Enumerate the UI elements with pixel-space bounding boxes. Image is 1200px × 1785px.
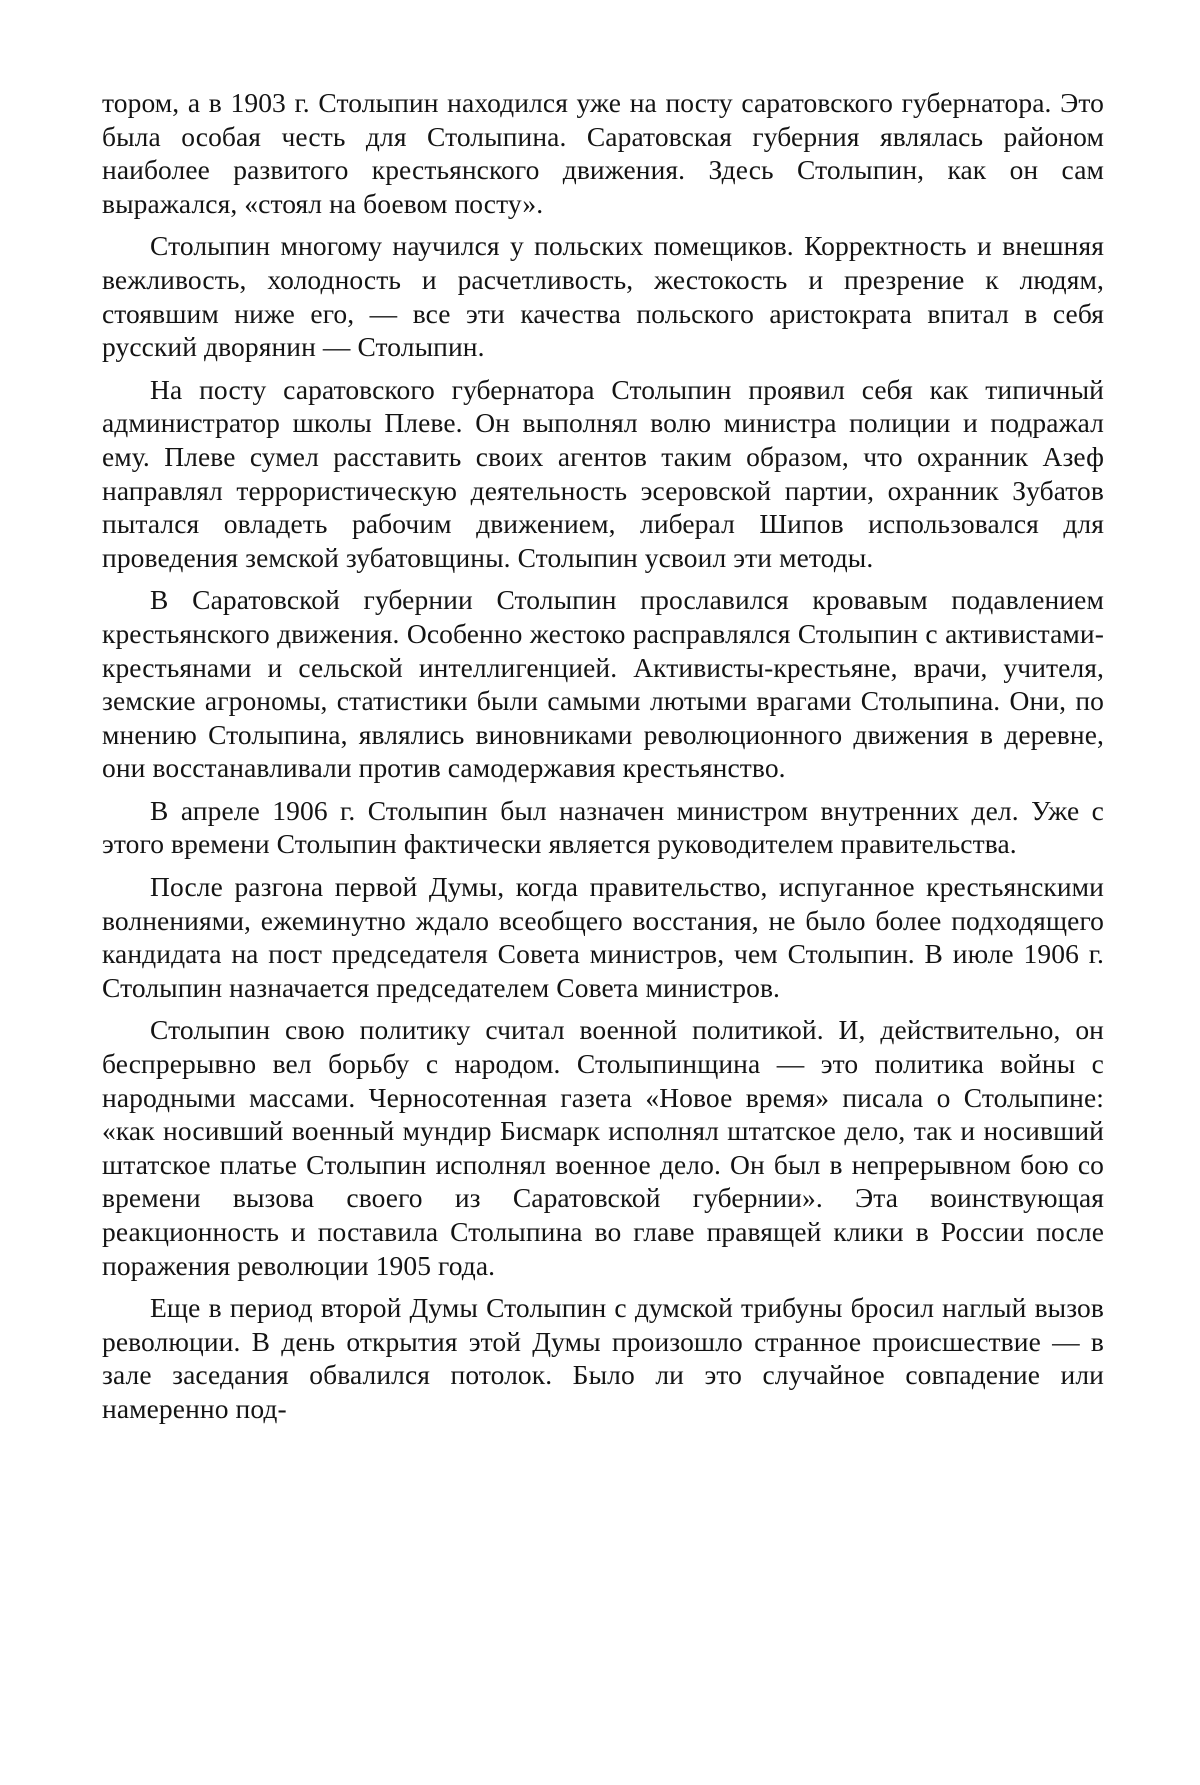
- page-text: [102, 86, 1104, 1435]
- book-page: [0, 0, 1200, 1785]
- paragraph-2: Столыпин многому научился у польских помещиков. Корректность и внешняя вежливость, холодность и расчетливость, жестокость и презрение к людям, стоявшим ниже его, — все эти качества польского аристократа впитал в себя русский дворянин — Столыпин.: [102, 229, 1104, 363]
- paragraph-1: тором, а в 1903 г. Столыпин находился уже на посту саратовского губернатора. Это была особая честь для Столыпина. Саратовская губерния являлась районом наиболее развитого крестьянского движения. Здесь Столыпин, как он сам выражался, «стоял на боевом посту».: [102, 86, 1104, 220]
- paragraph-5: В апреле 1906 г. Столыпин был назначен министром внутренних дел. Уже с этого времени Столыпин фактически является руководителем правительства.: [102, 794, 1104, 861]
- paragraph-7: Столыпин свою политику считал военной политикой. И, действительно, он беспрерывно вел борьбу с народом. Столыпинщина — это политика войны с народными массами. Черносотенная газета «Новое время» писала о Столыпине: «как носивший военный мундир Бисмарк исполнял штатское дело, так и носивший штатское платье Столыпин исполнял военное дело. Он был в непрерывном бою со времени вызова своего из Саратовской губернии». Эта воинствующая реакционность и поставила Столыпина во главе правящей клики в России после поражения революции 1905 года.: [102, 1013, 1104, 1282]
- paragraph-8: Еще в период второй Думы Столыпин с думской трибуны бросил наглый вызов революции. В день открытия этой Думы произошло странное происшествие — в зале заседания обвалился потолок. Было ли это случайное совпадение или намеренно под-: [102, 1291, 1104, 1425]
- paragraph-4: В Саратовской губернии Столыпин прославился кровавым подавлением крестьянского движения. Особенно жестоко расправлялся Столыпин с активистами-крестьянами и сельской интеллигенцией. Активисты-крестьяне, врачи, учителя, земские агрономы, статистики были самыми лютыми врагами Столыпина. Они, по мнению Столыпина, являлись виновниками революционного движения в деревне, они восстанавливали против самодержавия крестьянство.: [102, 583, 1104, 785]
- paragraph-6: После разгона первой Думы, когда правительство, испуганное крестьянскими волнениями, ежеминутно ждало всеобщего восстания, не было более подходящего кандидата на пост председателя Совета министров, чем Столыпин. В июле 1906 г. Столыпин назначается председателем Совета министров.: [102, 870, 1104, 1004]
- paragraph-3: На посту саратовского губернатора Столыпин проявил себя как типичный администратор школы Плеве. Он выполнял волю министра полиции и подражал ему. Плеве сумел расставить своих агентов таким образом, что охранник Азеф направлял террористическую деятельность эсеровской партии, охранник Зубатов пытался овладеть рабочим движением, либерал Шипов использовался для проведения земской зубатовщины. Столыпин усвоил эти методы.: [102, 373, 1104, 575]
